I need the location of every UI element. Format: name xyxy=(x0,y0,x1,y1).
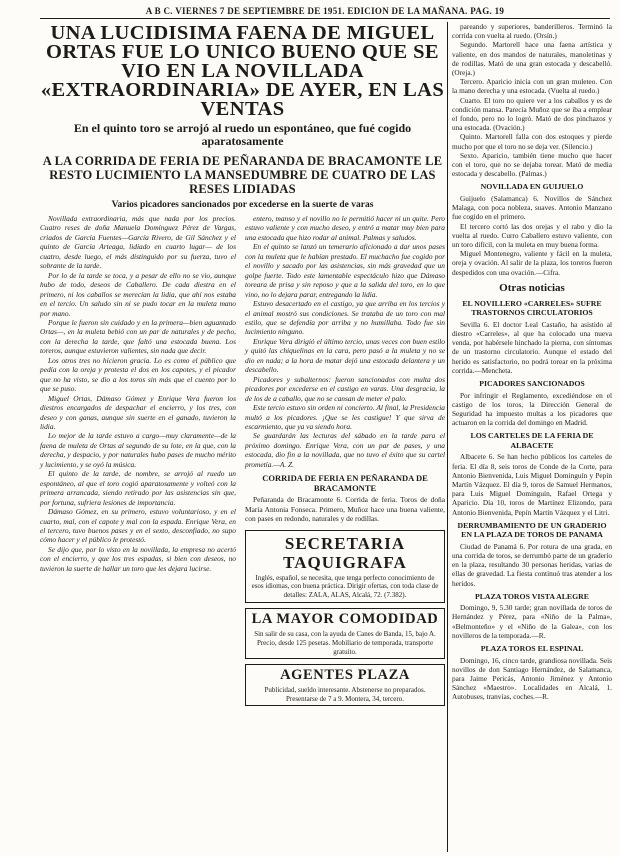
ad-secretaria-body: Inglés, español, se necesita, que tenga perfecto conocimiento de esos idiomas, con buena práctica. Dirigir ofertas, con toda clase de detalles: ZALA, ALAS, Alcalá, 72. (7.382). xyxy=(251,573,439,599)
headline: UNA LUCIDISIMA FAENA DE MIGUEL ORTAS FUE LO UNICO BUENO QUE SE VIO EN LA NOVILLADA «EXTRAORDINARIA» DE AYER, EN LAS VENTAS xyxy=(40,22,445,120)
paragraph: Novillada extraordinaria, más que nada por los precios. Cuatro reses de doña Manuela Domínguez Pérez de Vargas, criados de García Fuentes—García Rivero, de Gil Sánchez y el quinto de García Arteaga, lidiado en cuarto lugar— de los cuatro, desde luego, el más distinguido por su fuerza, tuvo el sobrante de la tarde. xyxy=(40,214,236,271)
article-columns xyxy=(40,214,445,804)
paragraph: Domingo, 9, 5.30 tarde; gran novillada de toros de Hernández y Pérez, para «Niño de la Palma», «Belmonteño» y el «Niño de la Galea», con los novilleros de la temporada.—R. xyxy=(452,603,612,640)
right-column xyxy=(452,22,612,702)
paragraph: Se dijo que, por lo visto en la novillada, la empresa no acertó con el encierro, y que los tres espadas, si bien con deseos, no tuvieron la suerte de hallar un toro que les dejara lucirse. xyxy=(40,544,236,573)
paragraph: pareando y superiores, banderilleros. Terminó la corrida con vuelta al ruedo. (Orsín.) xyxy=(452,22,612,41)
ad-secretaria xyxy=(245,530,445,604)
paragraph: Domingo, 16, cinco tarde, grandiosa novillada. Seis novillos de don Santiago Hernández, de Salamanca, para Jaime Pericás, Antonio Jiménez y Antonio Sánchez «Maestro». Localidades en Alcalá, 1. Autobuses, tranvías, coches.—R. xyxy=(452,655,612,702)
paragraph: Miguel Montenegro, valiente y fácil en la muleta, oreja y ovación. Al salir de la plaza, los toreros fueron despedidos con una ovación.—Cifra. xyxy=(452,249,612,277)
paragraph: Los otros tres no hicieron gracia. Lo es como el público que pedía con la oreja y protesta el dos en los capotes, y el picador que no ha visto, se dio a los toros sin más que el cuento por lo que se puso. xyxy=(40,355,236,394)
espinal-head: PLAZA TOROS EL ESPINAL xyxy=(480,644,584,654)
paragraph: Lo mejor de la tarde estuvo a cargo—muy claramente—de la faena de muleta de Ortas al segundo de su lote, en la que, con la derecha, y despacio, y por naturales hubo pases de mucho mérito y lucimiento, y se oyó la música. xyxy=(40,431,236,469)
paragraph: Picadores y subalternos: fueron sancionados con multa dos picadores por excederse en el castigo en varas. Una desgracia, la de los de a caballo, que no se cansan de meter el palo. xyxy=(245,374,445,403)
article-column-b xyxy=(245,214,445,706)
paragraph: Por infringir el Reglamento, excediéndose en el castigo de los toros, la Dirección General de Seguridad ha impuesto multas a los picadores que actuaron en la corrida del domingo en Madrid. xyxy=(452,390,612,428)
guijuelo-head: NOVILLADA EN GUIJUELO xyxy=(480,182,584,192)
article-column-a xyxy=(40,214,236,573)
paragraph: Sevilla 6. El doctor Leal Castaño, ha asistido al diestro «Carreles», al que ha colocado una nueva venda, por habérsele hinchado la pierna, con síntomas de un trastorno circulatorio. Aunque el estado del herido es satisfactorio, no podrá torear en la próxima corrida.—Mencheta. xyxy=(452,319,612,375)
column-rule xyxy=(447,22,448,852)
ad-agentes-title: AGENTES PLAZA xyxy=(280,667,410,684)
ad-comodidad-body: Sin salir de su casa, con la ayuda de Canes de Banda, 15, bajo A. Precio, desde 125 pesetas. Mobiliario de temporada, transporte gratuito. xyxy=(254,630,436,656)
paragraph: Dámaso Gómez, en su primero, estuvo voluntarioso, y en el cuarto, mal, con el capote y mal con la espada. Enrique Vera, en el tercero, tuvo buenos pases y en el sexto, desconfiado, no supo cómo hacer y el público le protestó. xyxy=(40,507,236,545)
carreles-head: EL NOVILLERO «CARRELES» SUFRE TRASTORNOS CIRCULATORIOS xyxy=(462,298,602,318)
column-b-text xyxy=(245,214,445,469)
paragraph: Porque le fueron sin cuidado y en la primera—bien aguantado Ortas—, en la muleta bebió con un par de naturales y de pecho, con la derecha la tarde, que faltó una estocada buena. Los toreros, aunque estuvieron valientes, sin nada que decir. xyxy=(40,317,236,356)
carteles-head: LOS CARTELES DE LA FERIA DE ALBACETE xyxy=(470,431,594,450)
paragraph: Se guardarán las lecturas del sábado en la tarde para el próximo domingo. Enrique Vera, con un par de pases, y una estocada, dio fin a la novillada, que no tuvo el éxito que su cartel prometía.—A. Z. xyxy=(245,431,445,469)
paragraph: Ciudad de Panamá 6. Por rotura de una grada, en una corrida de toros, se derrumbó parte de un graderío en la plaza, resultando 30 personas heridas, varias de ellas de gravedad. La fiesta continuó tras atender a los heridos. xyxy=(452,541,612,588)
otras-noticias-head: Otras noticias xyxy=(499,281,565,294)
paragraph: Albacete 6. Se han hecho públicos los carteles de feria. El día 8, seis toros de Conde de la Corte, para Antonio Bienvenida, Luis Miguel Dominguín y Pepín Martín Vázquez. El día 9, toros de Samuel Hermanos, para Luis Miguel Dominguín, Rafael Ortega y Aparicio. Día 10, toros de Martínez Elizondo, para Antonio Bienvenida, Pepín Martín Vázquez y el Litri. xyxy=(452,452,612,517)
small-head: Varios picadores sancionados por excederse en la suerte de varas xyxy=(111,200,374,210)
ad-agentes-body: Publicidad, sueldo interesante. Abstenerse no preparados. Presentarse de 7 a 9. Montera, 34, tercero. xyxy=(264,686,426,703)
subhead: A LA CORRIDA DE FERIA DE PEÑARANDA DE BRACAMONTE LE RESTO LUCIMIENTO LA MANSEDUMBRE DE CUATRO DE LAS RESES LIDIADAS xyxy=(42,154,443,196)
paragraph: Este tercio estuvo sin orden ni concierto. Al final, la Presidencia multó a los picadores. ¡Que se les castigue! Y que sirva de escarmiento, que ya va siendo hora. xyxy=(245,403,445,431)
paragraph: Guijuelo (Salamanca) 6. Novillos de Sánchez Malaga, con poca nobleza, suaves. Antonio Manzano fue cogido en el primero. xyxy=(452,193,612,222)
paragraph: entero, manso y el novillo no le permitió hacer ni un quite. Pero estuvo valiente y con mucho deseo, y entró a matar muy bien para una estocada que hizo rodar al animal. Palmas y saludos. xyxy=(245,214,445,242)
ad-comodidad-title: LA MAYOR COMODIDAD xyxy=(251,611,439,628)
main-article xyxy=(40,22,445,804)
paragraph: Miguel Ortas, Dámaso Gómez y Enrique Vera fueron los diestros encargados de despachar el encierro, y los tres, con deseo y con ganas, aunque sin suerte en el ganado, tuvieron la lidia. xyxy=(40,393,236,431)
picadores-head: PICADORES SANCIONADOS xyxy=(479,379,585,388)
paragraph: Estuvo desacertado en el castigo, ya que arriba en los tercios y el animal mostró sus condiciones. Se trataba de un toro con mal estilo, que se defendía por arriba y no humillaba. Todo fue sin lucimiento ninguno. xyxy=(245,299,445,337)
paragraph: El tercero cortó las dos orejas y el rabo y dio la vuelta al ruedo. Curro Caballero estuvo valiente, con un toro difícil, con la muleta en muy buena forma. xyxy=(452,221,612,249)
running-head: A B C. VIERNES 7 DE SEPTIEMBRE DE 1951. EDICION DE LA MAÑANA. PAG. 19 xyxy=(145,6,505,16)
paragraph: Quinto. Martorell falla con dos estoques y pierde mucho por que el toro no se deja ver. (Silencio.) xyxy=(452,132,612,151)
paragraph: En el quinto se lanzó un temerario aficionado a dar unos pases con la muleta que le habían prestado. El muchacho fue cogido por el novillo y sacado por las asistencias, sin más gravedad que un golpe fuerte. Todo este lamentable espectáculo hizo que Dámaso toreara de prisa y sin reposo y que a la salida del toro, en lo que vino, no lo dejara parar, entregando la lidia. xyxy=(245,242,445,299)
feria-head: CORRIDA DE FERIA EN PEÑARANDA DE BRACAMONTE xyxy=(262,473,428,494)
paragraph: Cuarto. El toro no quiere ver a los caballos y es de condición mansa. Parecía Muñoz que se iba a emplear el fondo, pero no lo logró. Mató de dos pinchazos y una estocada. (Ovación.) xyxy=(452,95,612,133)
paragraph: Sexto. Aparicio, también tiene mucho que hacer con el toro, que no se dejaba torear. Mató de media estocada y descabello. (Palmas.) xyxy=(452,150,612,179)
paragraph: Enrique Vera dirigió el último tercio, unas veces con buen estilo y quitó las chiquelinas en la cara, pero pasó a la muleta y no se dio en nada; a la hora de matar dejó una estocada delantera y un descabello. xyxy=(245,336,445,375)
top-rule xyxy=(40,18,610,19)
ad-secretaria-title: SECRETARIA TAQUIGRAFA xyxy=(283,533,407,572)
derrumbamiento-head: DERRUMBAMIENTO DE UN GRADERIO EN LA PLAZA DE TOROS DE PANAMA xyxy=(457,520,607,540)
ad-agentes xyxy=(245,664,445,706)
ad-comodidad xyxy=(245,608,445,659)
paragraph: Tercero. Aparicio inicia con un gran muleteo. Con la mano derecha y una estocada. (Vuelta al ruedo.) xyxy=(452,77,612,96)
vista-alegre-head: PLAZA TOROS VISTA ALEGRE xyxy=(474,591,590,601)
deck: En el quinto toro se arrojó al ruedo un espontáneo, que fué cogido aparatosamente xyxy=(73,121,412,148)
feria-text: Peñaranda de Bracamonte 6. Corrida de feria. Toros de doña María Antonia Fonseca. Primero, Muñoz hace una buena valiente, con pases en redondo, naturales y de rodillas. xyxy=(245,495,445,524)
paragraph: El quinto de la tarde, de nombre, se arrojó al ruedo un espontáneo, al que el toro cogió aparatosamente y volteó con la primera arrancada, siendo retirado por las asistencias sin que, por fortuna, sufriera lesiones de importancia. xyxy=(40,469,236,507)
paragraph: Por lo de la tarde se toca, y a pesar de ello no se vio, aunque hubo de todo, deseos de Caballero. De cada diestra en el primero, ni los caballos se merecían la lidia, que ahí nos estaba en el tercio. Un saludo sin ni se pudo tocar en la muleta mano por mano. xyxy=(40,270,236,318)
paragraph: Segundo. Martorell hace una faena artística y valiente, en dos mandos de naturales, manoletinas y de rodillas. Mató de una gran estocada y descabelló. (Oreja.) xyxy=(452,40,612,78)
